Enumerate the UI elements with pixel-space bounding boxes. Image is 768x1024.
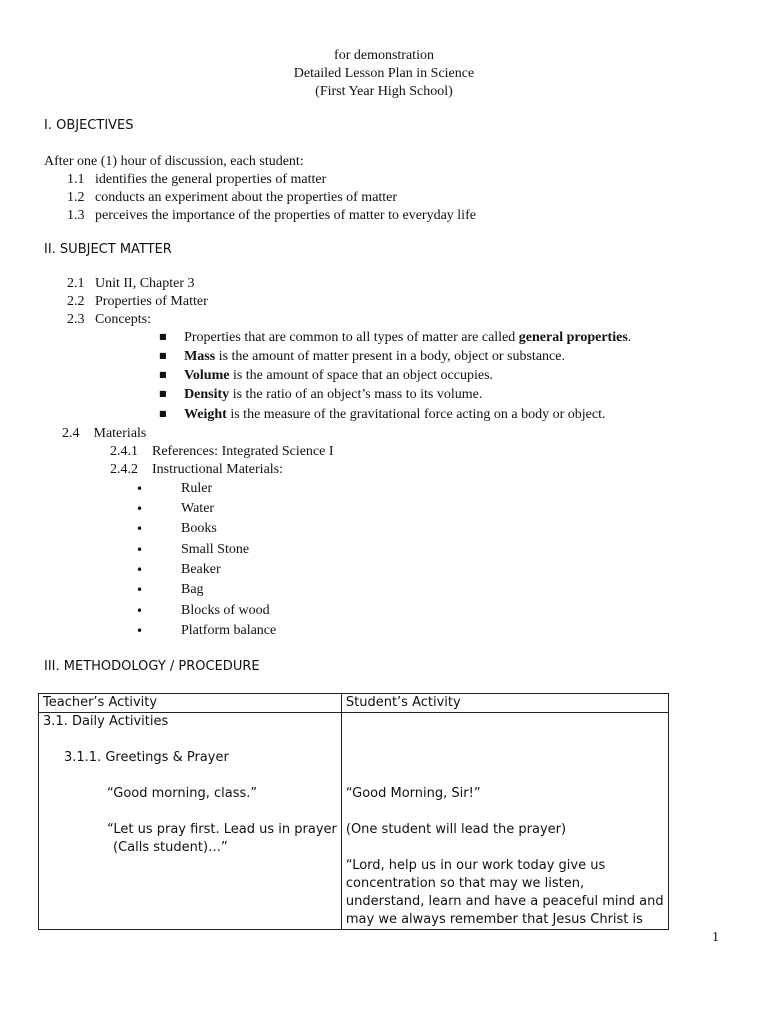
procedure-table bbox=[38, 693, 669, 930]
subject-number: 2.1 bbox=[67, 276, 85, 291]
teacher-activity-header bbox=[39, 694, 342, 713]
square-bullet-icon: ■ bbox=[159, 370, 167, 379]
round-bullet-icon: • bbox=[136, 482, 144, 496]
objectives-intro: After one (1) hour of discussion, each student: bbox=[44, 154, 304, 169]
concept-text: Properties that are common to all types of matter are called bbox=[184, 330, 519, 345]
square-bullet-icon: ■ bbox=[159, 332, 167, 341]
column-header: Teacher’s Activity bbox=[43, 695, 158, 710]
doc-subtitle: (First Year High School) bbox=[315, 84, 453, 99]
concept-item bbox=[159, 406, 606, 425]
concept-term: general properties bbox=[518, 330, 628, 345]
objective-text: conducts an experiment about the properties of matter bbox=[95, 190, 398, 205]
round-bullet-icon: • bbox=[136, 522, 144, 536]
table-header-row bbox=[39, 694, 669, 713]
concept-term: Mass bbox=[184, 349, 216, 364]
material-label: Beaker bbox=[181, 562, 221, 577]
objective-number: 1.3 bbox=[67, 208, 85, 223]
student-activity-cell bbox=[341, 713, 668, 930]
daily-activities-label: 3.1. Daily Activities bbox=[43, 714, 169, 729]
instructional-text: Instructional Materials: bbox=[152, 462, 284, 477]
references-number: 2.4.1 bbox=[110, 444, 138, 459]
concept-item bbox=[159, 329, 631, 348]
material-label: Water bbox=[181, 501, 215, 516]
subject-item bbox=[67, 293, 208, 311]
square-bullet-icon: ■ bbox=[159, 409, 167, 418]
materials-label: Materials bbox=[93, 426, 147, 441]
material-label: Platform balance bbox=[181, 623, 277, 638]
round-bullet-icon: • bbox=[136, 502, 144, 516]
instructional-item bbox=[110, 461, 283, 479]
concept-item bbox=[159, 386, 482, 405]
material-item bbox=[136, 602, 143, 621]
material-item bbox=[136, 480, 143, 499]
subject-item bbox=[67, 275, 195, 293]
concept-term: Weight bbox=[184, 407, 227, 422]
references-text: References: Integrated Science I bbox=[152, 444, 334, 459]
subject-text: Unit II, Chapter 3 bbox=[95, 276, 195, 291]
objective-item bbox=[67, 207, 476, 225]
student-lead-prayer: (One student will lead the prayer) bbox=[345, 822, 567, 837]
concept-item bbox=[159, 348, 565, 367]
material-item bbox=[136, 622, 143, 641]
instructional-number: 2.4.2 bbox=[110, 462, 138, 477]
objective-text: identifies the general properties of matter bbox=[95, 172, 327, 187]
objective-item bbox=[67, 171, 326, 189]
prayer-line: understand, learn and have a peaceful mind and bbox=[345, 894, 664, 909]
subject-item bbox=[67, 311, 151, 329]
material-item bbox=[136, 561, 143, 580]
student-activity-header bbox=[341, 694, 668, 713]
concept-text: . bbox=[627, 330, 632, 345]
material-item bbox=[136, 581, 143, 600]
square-bullet-icon: ■ bbox=[159, 389, 167, 398]
objective-number: 1.2 bbox=[67, 190, 85, 205]
material-label: Books bbox=[181, 521, 217, 536]
round-bullet-icon: • bbox=[136, 583, 144, 597]
methodology-heading: III. METHODOLOGY / PROCEDURE bbox=[44, 659, 260, 674]
concept-term: Density bbox=[184, 387, 230, 402]
table-row bbox=[39, 713, 669, 930]
material-item bbox=[136, 520, 143, 539]
subject-matter-heading: II. SUBJECT MATTER bbox=[44, 242, 172, 257]
subject-number: 2.3 bbox=[67, 312, 85, 327]
round-bullet-icon: • bbox=[136, 624, 144, 638]
doc-title: Detailed Lesson Plan in Science bbox=[293, 66, 475, 81]
subject-number: 2.2 bbox=[67, 294, 85, 309]
prayer-line: “Lord, help us in our work today give us bbox=[345, 858, 606, 873]
teacher-greeting: “Good morning, class.” bbox=[107, 786, 258, 801]
objective-text: perceives the importance of the properties of matter to everyday life bbox=[95, 208, 476, 223]
objective-number: 1.1 bbox=[67, 172, 85, 187]
material-item bbox=[136, 500, 143, 519]
objectives-heading: I. OBJECTIVES bbox=[44, 118, 134, 133]
materials-heading bbox=[62, 425, 146, 443]
page-number: 1 bbox=[712, 930, 719, 945]
references-item bbox=[110, 443, 334, 461]
greetings-label: 3.1.1. Greetings & Prayer bbox=[64, 750, 229, 765]
student-greeting: “Good Morning, Sir!” bbox=[345, 786, 481, 801]
round-bullet-icon: • bbox=[136, 604, 144, 618]
prayer-line: concentration so that may we listen, bbox=[345, 876, 585, 891]
square-bullet-icon: ■ bbox=[159, 351, 167, 360]
concept-term: Volume bbox=[184, 368, 230, 383]
material-label: Blocks of wood bbox=[181, 603, 270, 618]
concept-text: is the measure of the gravitational force acting on a body or object. bbox=[226, 407, 606, 422]
material-label: Small Stone bbox=[181, 542, 250, 557]
subject-text: Properties of Matter bbox=[95, 294, 208, 309]
concept-item bbox=[159, 367, 493, 386]
teacher-activity-cell bbox=[39, 713, 342, 930]
materials-number: 2.4 bbox=[62, 426, 80, 441]
prayer-line: may we always remember that Jesus Christ is bbox=[345, 912, 643, 927]
objective-item bbox=[67, 189, 397, 207]
round-bullet-icon: • bbox=[136, 563, 144, 577]
teacher-prayer-line: “Let us pray first. Lead us in prayer bbox=[107, 822, 337, 837]
teacher-prayer-line: (Calls student)…” bbox=[113, 840, 228, 855]
material-item bbox=[136, 541, 143, 560]
column-header: Student’s Activity bbox=[345, 695, 461, 710]
concept-text: is the ratio of an object’s mass to its volume. bbox=[229, 387, 483, 402]
concept-text: is the amount of matter present in a body, object or substance. bbox=[215, 349, 565, 364]
subject-text: Concepts: bbox=[95, 312, 151, 327]
doc-header-line-1: for demonstration bbox=[334, 48, 434, 63]
concept-text: is the amount of space that an object occupies. bbox=[229, 368, 494, 383]
material-label: Ruler bbox=[181, 481, 213, 496]
material-label: Bag bbox=[181, 582, 204, 597]
round-bullet-icon: • bbox=[136, 543, 144, 557]
